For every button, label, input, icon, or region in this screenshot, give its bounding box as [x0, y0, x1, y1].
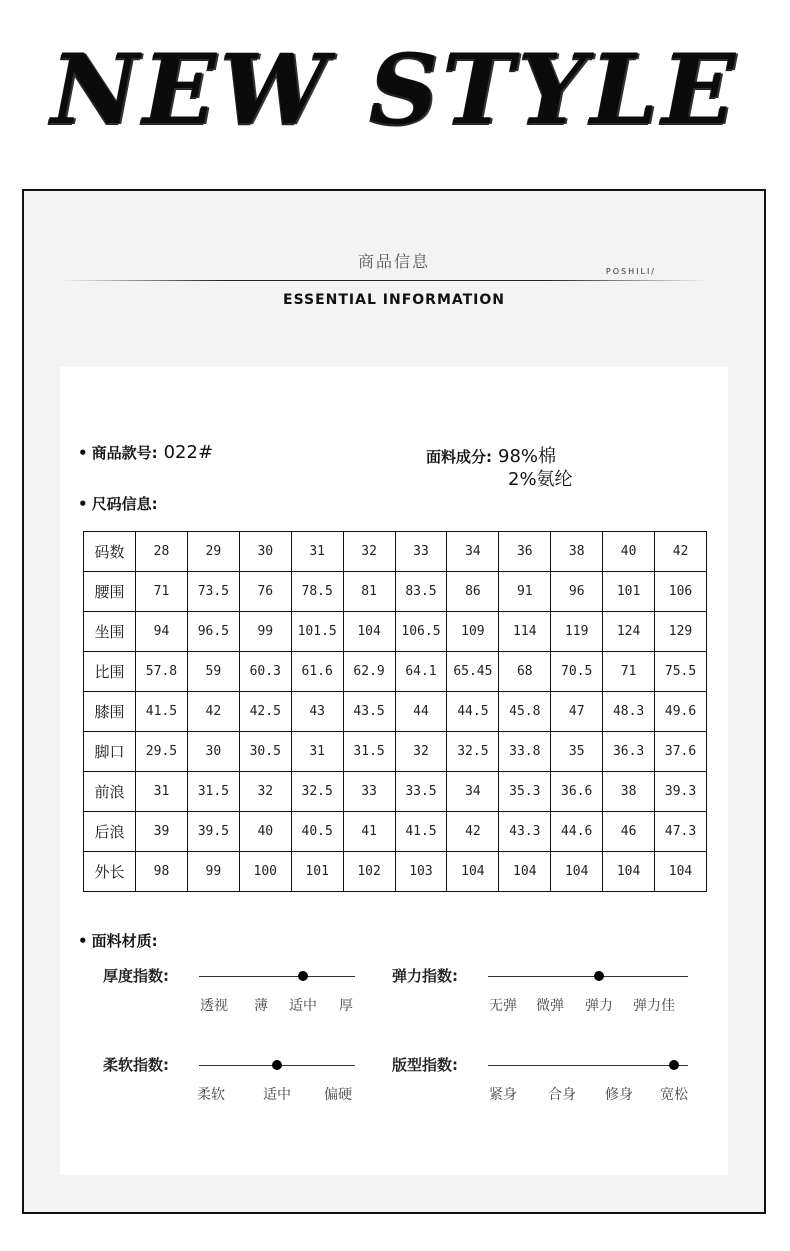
size-cell: 98 — [136, 852, 188, 892]
elasticity-option: 微弹 — [536, 998, 564, 1014]
fit-option: 修身 — [605, 1087, 633, 1103]
size-cell: 39 — [136, 812, 188, 852]
size-cell: 32 — [343, 532, 395, 572]
size-cell: 32.5 — [447, 732, 499, 772]
size-cell: 33 — [343, 772, 395, 812]
size-cell: 109 — [447, 612, 499, 652]
size-cell: 44 — [395, 692, 447, 732]
size-cell: 34 — [447, 532, 499, 572]
size-cell: 106.5 — [395, 612, 447, 652]
fit-track — [488, 1065, 688, 1066]
size-cell: 43.3 — [499, 812, 551, 852]
size-cell: 65.45 — [447, 652, 499, 692]
size-cell: 47.3 — [655, 812, 707, 852]
size-cell: 31 — [291, 532, 343, 572]
softness-option: 偏硬 — [324, 1087, 352, 1103]
size-cell: 37.6 — [655, 732, 707, 772]
size-cell: 104 — [447, 852, 499, 892]
new-style-banner: NEW STYLE — [50, 33, 740, 146]
size-cell: 30 — [187, 732, 239, 772]
divider — [62, 280, 708, 281]
size-cell: 119 — [551, 612, 603, 652]
size-cell: 81 — [343, 572, 395, 612]
fit-label: 版型指数: — [392, 1056, 458, 1074]
size-cell: 57.8 — [136, 652, 188, 692]
size-cell: 30 — [239, 532, 291, 572]
size-cell: 31.5 — [187, 772, 239, 812]
section-title-cn: 商品信息 — [357, 252, 430, 271]
elasticity-option: 无弹 — [489, 998, 517, 1014]
size-cell: 99 — [239, 612, 291, 652]
softness-label: 柔软指数: — [103, 1056, 169, 1074]
size-table-row — [84, 652, 707, 692]
size-cell: 32.5 — [291, 772, 343, 812]
size-table-row — [84, 772, 707, 812]
size-cell: 91 — [499, 572, 551, 612]
softness-meter — [103, 1054, 393, 1114]
size-cell: 83.5 — [395, 572, 447, 612]
size-cell: 70.5 — [551, 652, 603, 692]
size-cell: 39.5 — [187, 812, 239, 852]
info-panel — [60, 367, 728, 1175]
fit-option: 紧身 — [489, 1087, 517, 1103]
size-cell: 60.3 — [239, 652, 291, 692]
size-cell: 124 — [603, 612, 655, 652]
row-header: 码数 — [84, 532, 136, 572]
size-table — [83, 531, 707, 892]
size-cell: 40 — [239, 812, 291, 852]
size-cell: 40 — [603, 532, 655, 572]
thickness-option: 适中 — [289, 998, 317, 1014]
size-table-row — [84, 732, 707, 772]
size-cell: 48.3 — [603, 692, 655, 732]
size-cell: 36 — [499, 532, 551, 572]
row-header: 外长 — [84, 852, 136, 892]
size-cell: 64.1 — [395, 652, 447, 692]
size-cell: 96.5 — [187, 612, 239, 652]
size-cell: 35 — [551, 732, 603, 772]
size-cell: 35.3 — [499, 772, 551, 812]
thickness-label: 厚度指数: — [103, 967, 169, 985]
size-cell: 71 — [603, 652, 655, 692]
size-info-label: 尺码信息: — [91, 495, 158, 513]
size-cell: 29 — [187, 532, 239, 572]
size-cell: 61.6 — [291, 652, 343, 692]
row-header: 前浪 — [84, 772, 136, 812]
info-frame — [22, 189, 766, 1214]
size-cell: 102 — [343, 852, 395, 892]
style-number-label: 商品款号: — [91, 444, 158, 462]
fit-indicator — [669, 1060, 679, 1070]
size-cell: 31.5 — [343, 732, 395, 772]
row-header: 比围 — [84, 652, 136, 692]
size-cell: 43.5 — [343, 692, 395, 732]
size-table-row — [84, 852, 707, 892]
size-cell: 129 — [655, 612, 707, 652]
size-cell: 96 — [551, 572, 603, 612]
size-cell: 40.5 — [291, 812, 343, 852]
softness-indicator — [272, 1060, 282, 1070]
size-cell: 62.9 — [343, 652, 395, 692]
row-header: 坐围 — [84, 612, 136, 652]
size-cell: 38 — [551, 532, 603, 572]
thickness-meter — [103, 965, 393, 1025]
thickness-option: 透视 — [200, 998, 228, 1014]
row-header: 腰围 — [84, 572, 136, 612]
size-cell: 101 — [291, 852, 343, 892]
size-cell: 42 — [187, 692, 239, 732]
row-header: 后浪 — [84, 812, 136, 852]
style-number: • 商品款号: 022# — [78, 442, 214, 463]
size-cell: 29.5 — [136, 732, 188, 772]
size-cell: 75.5 — [655, 652, 707, 692]
size-cell: 43 — [291, 692, 343, 732]
size-cell: 38 — [603, 772, 655, 812]
brand-mark: POSHILI/ — [605, 267, 656, 276]
section-title-en: ESSENTIAL INFORMATION — [283, 292, 505, 308]
size-cell: 104 — [499, 852, 551, 892]
size-cell: 32 — [239, 772, 291, 812]
size-cell: 41.5 — [136, 692, 188, 732]
size-cell: 44.6 — [551, 812, 603, 852]
size-cell: 78.5 — [291, 572, 343, 612]
fabric-value-1: 98%棉 — [498, 446, 557, 467]
size-cell: 47 — [551, 692, 603, 732]
size-cell: 68 — [499, 652, 551, 692]
size-cell: 76 — [239, 572, 291, 612]
size-cell: 46 — [603, 812, 655, 852]
fit-meter — [392, 1054, 688, 1114]
size-table-row — [84, 692, 707, 732]
size-cell: 49.6 — [655, 692, 707, 732]
fit-option: 宽松 — [660, 1087, 688, 1103]
size-cell: 45.8 — [499, 692, 551, 732]
elasticity-option: 弹力 — [585, 998, 613, 1014]
size-cell: 33 — [395, 532, 447, 572]
fabric-label: 面料成分: — [426, 448, 492, 466]
size-cell: 86 — [447, 572, 499, 612]
elasticity-meter — [392, 965, 682, 1025]
size-cell: 104 — [343, 612, 395, 652]
size-cell: 30.5 — [239, 732, 291, 772]
size-info-heading: • 尺码信息: — [78, 495, 158, 513]
softness-option: 适中 — [263, 1087, 291, 1103]
elasticity-option: 弹力佳 — [633, 998, 675, 1014]
fit-option: 合身 — [548, 1087, 576, 1103]
size-cell: 101.5 — [291, 612, 343, 652]
size-cell: 36.6 — [551, 772, 603, 812]
size-cell: 39.3 — [655, 772, 707, 812]
size-table-row — [84, 812, 707, 852]
material-heading: • 面料材质: — [78, 932, 158, 950]
size-cell: 32 — [395, 732, 447, 772]
size-cell: 100 — [239, 852, 291, 892]
size-cell: 104 — [551, 852, 603, 892]
size-cell: 41 — [343, 812, 395, 852]
thickness-option: 厚 — [339, 998, 353, 1014]
size-cell: 31 — [291, 732, 343, 772]
size-cell: 103 — [395, 852, 447, 892]
size-cell: 114 — [499, 612, 551, 652]
row-header: 脚口 — [84, 732, 136, 772]
style-number-value: 022# — [163, 442, 214, 463]
size-cell: 73.5 — [187, 572, 239, 612]
size-cell: 101 — [603, 572, 655, 612]
elasticity-indicator — [594, 971, 604, 981]
fabric-value-2: 2%氨纶 — [508, 469, 573, 490]
elasticity-track — [488, 976, 688, 977]
size-cell: 41.5 — [395, 812, 447, 852]
size-cell: 94 — [136, 612, 188, 652]
size-cell: 36.3 — [603, 732, 655, 772]
softness-option: 柔软 — [197, 1087, 225, 1103]
size-cell: 106 — [655, 572, 707, 612]
size-cell: 59 — [187, 652, 239, 692]
size-cell: 104 — [603, 852, 655, 892]
size-cell: 33.8 — [499, 732, 551, 772]
size-cell: 33.5 — [395, 772, 447, 812]
size-cell: 42.5 — [239, 692, 291, 732]
material-label: 面料材质: — [91, 932, 158, 950]
size-cell: 28 — [136, 532, 188, 572]
size-cell: 71 — [136, 572, 188, 612]
size-cell: 42 — [655, 532, 707, 572]
size-cell: 34 — [447, 772, 499, 812]
size-table-row — [84, 532, 707, 572]
size-table-row — [84, 612, 707, 652]
thickness-indicator — [298, 971, 308, 981]
thickness-option: 薄 — [254, 998, 268, 1014]
size-table-row — [84, 572, 707, 612]
thickness-track — [199, 976, 355, 977]
size-cell: 31 — [136, 772, 188, 812]
size-cell: 44.5 — [447, 692, 499, 732]
row-header: 膝围 — [84, 692, 136, 732]
elasticity-label: 弹力指数: — [392, 967, 458, 985]
size-cell: 42 — [447, 812, 499, 852]
size-cell: 104 — [655, 852, 707, 892]
size-cell: 99 — [187, 852, 239, 892]
